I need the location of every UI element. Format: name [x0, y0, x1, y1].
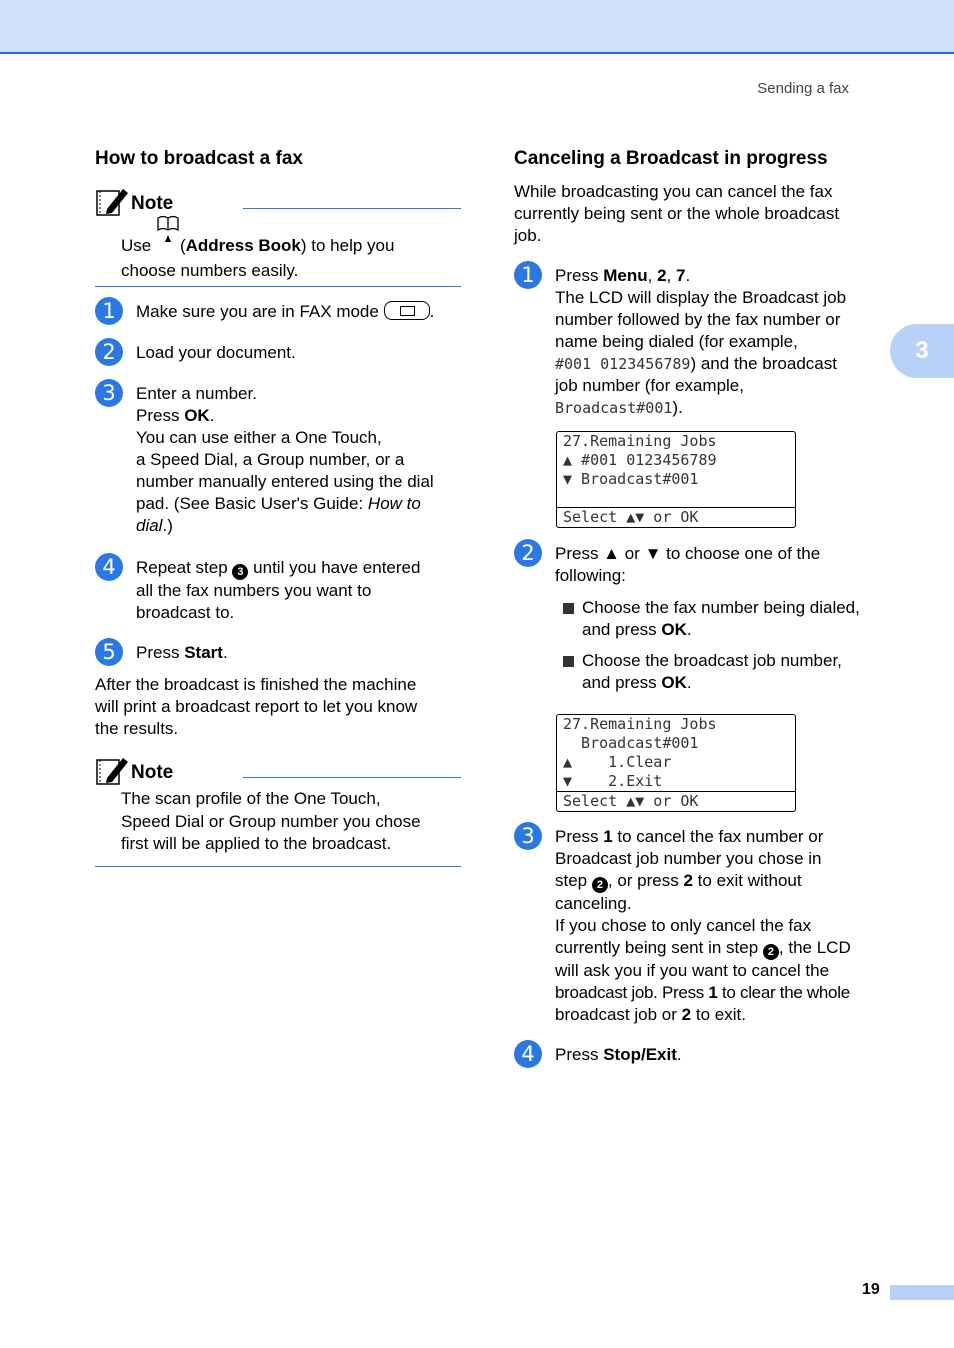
- left-column: [95, 148, 461, 853]
- step-text: , the LCD: [778, 938, 851, 957]
- step-text: Repeat step: [136, 558, 228, 577]
- address-book-icon: [156, 223, 180, 243]
- step-text: .: [222, 643, 228, 662]
- step-text: job number (for example,: [555, 376, 744, 395]
- lcd-display-2: [556, 714, 796, 812]
- bullet-broadcast-job: [582, 650, 892, 694]
- key-2: 2: [683, 871, 693, 890]
- lcd-line: ▼ Broadcast#001: [563, 470, 699, 488]
- step-text: name being dialed (for example,: [555, 332, 798, 351]
- step-text: .: [685, 266, 691, 285]
- step-text: to exit without: [697, 871, 802, 890]
- note-box-2: [95, 754, 461, 856]
- step-number: 4: [95, 553, 123, 581]
- note-text: (: [179, 236, 186, 255]
- step-ref-badge: 2: [763, 944, 779, 960]
- step-number: 1: [514, 261, 542, 289]
- step-text: to clear the whole: [722, 983, 850, 1002]
- guide-reference: dial: [136, 516, 163, 535]
- note-box-1: [95, 185, 461, 283]
- paragraph-line: will print a broadcast report to let you know: [95, 697, 418, 716]
- ok-key: OK: [184, 406, 210, 425]
- bullet-text: .: [686, 620, 692, 639]
- step-text: Make sure you are in FAX mode: [136, 302, 379, 321]
- address-book-key: Address Book: [185, 236, 301, 255]
- lcd-line: ▼ 2.Exit: [563, 772, 663, 790]
- step-text: all the fax numbers you want to: [136, 581, 372, 600]
- page-bar: [890, 1285, 954, 1300]
- step-text: Load your document.: [136, 343, 296, 362]
- fax-key-icon: [384, 301, 430, 320]
- bullet-text: Choose the fax number being dialed,: [582, 598, 860, 617]
- lcd-footer: Select ▲▼ or OK: [557, 791, 795, 811]
- key-7: 7: [676, 266, 686, 285]
- note-divider: [95, 286, 461, 287]
- step-number: 2: [95, 338, 123, 366]
- note-text: first will be applied to the broadcast.: [121, 834, 392, 853]
- right-column: [514, 148, 884, 1066]
- lcd-footer: Select ▲▼ or OK: [557, 507, 795, 527]
- step-text: a Speed Dial, a Group number, or a: [136, 450, 405, 469]
- step-text: Press: [555, 827, 599, 846]
- step-text: , or press: [607, 871, 679, 890]
- step-text: If you chose to only cancel the fax: [555, 916, 812, 935]
- page-number: 19: [862, 1281, 880, 1298]
- lcd-display-1: [556, 431, 796, 528]
- note-divider: [95, 866, 461, 867]
- bullet-fax-number: [582, 597, 892, 641]
- lcd-example: Broadcast#001: [555, 399, 673, 417]
- step-text: You can use either a One Touch,: [136, 428, 382, 447]
- step-text: broadcast job or: [555, 1005, 677, 1024]
- section-title-broadcast: How to broadcast a fax: [95, 148, 303, 169]
- lcd-example: #001 0123456789: [555, 355, 691, 373]
- paragraph-line: the results.: [95, 719, 179, 738]
- bullet-text: and press: [582, 673, 657, 692]
- step-ref-badge: 2: [592, 877, 608, 893]
- ok-key: OK: [661, 673, 687, 692]
- step-text: pad. (See Basic User's Guide:: [136, 494, 364, 513]
- top-banner: [0, 0, 954, 54]
- bullet-text: .: [686, 673, 692, 692]
- bullet-square: [563, 656, 574, 667]
- note-text: ) to help you: [300, 236, 395, 255]
- key-2: 2: [657, 266, 667, 285]
- step-text: Enter a number.: [136, 384, 257, 403]
- step-text: following:: [555, 566, 626, 585]
- lcd-line: Broadcast#001: [563, 734, 699, 752]
- note-pencil-icon: [95, 185, 129, 217]
- stop-exit-key: Stop/Exit: [603, 1045, 677, 1064]
- step-text: .: [676, 1045, 682, 1064]
- key-1: 1: [708, 983, 718, 1002]
- ok-key: OK: [661, 620, 687, 639]
- start-key: Start: [184, 643, 223, 662]
- key-2: 2: [681, 1005, 692, 1024]
- step-text: Press: [555, 1045, 599, 1064]
- step-number: 3: [95, 379, 123, 407]
- step-text: ).: [672, 398, 683, 417]
- step-text: Press: [136, 406, 180, 425]
- step-number: 5: [95, 638, 123, 666]
- note-text: choose numbers easily.: [121, 261, 299, 280]
- note-rule: [243, 777, 461, 778]
- paragraph-line: currently being sent or the whole broadcast: [514, 204, 840, 223]
- step-text: ,: [666, 266, 672, 285]
- step-text: broadcast job. Press: [555, 983, 704, 1002]
- bullet-text: Choose the broadcast job number,: [582, 651, 842, 670]
- chapter-tab: 3: [890, 324, 954, 378]
- step-text: Press: [136, 643, 180, 662]
- bullet-text: and press: [582, 620, 657, 639]
- step-ref-badge: 3: [232, 564, 248, 580]
- step-text: The LCD will display the Broadcast job: [555, 288, 847, 307]
- menu-key: Menu: [603, 266, 648, 285]
- note-label: Note: [131, 193, 174, 214]
- after-broadcast-paragraph: [95, 674, 461, 740]
- step-text: to cancel the fax number or: [617, 827, 824, 846]
- step-text: canceling.: [555, 894, 632, 913]
- step-text: Press ▲ or ▼ to choose one of the: [555, 544, 821, 563]
- step-text: .: [429, 302, 435, 321]
- step-text: .: [209, 406, 215, 425]
- paragraph-line: While broadcasting you can cancel the fax: [514, 182, 833, 201]
- note-text: The scan profile of the One Touch,: [121, 789, 381, 808]
- step-number: 3: [514, 822, 542, 850]
- step-text: step: [555, 871, 588, 890]
- lcd-line: ▲ #001 0123456789: [563, 451, 717, 469]
- step-text: currently being sent in step: [555, 938, 759, 957]
- step-text: to exit.: [695, 1005, 746, 1024]
- lcd-line: 27.Remaining Jobs: [563, 432, 717, 450]
- step-text: Broadcast job number you chose in: [555, 849, 822, 868]
- note-text: Use: [121, 236, 152, 255]
- lcd-line: ▲ 1.Clear: [563, 753, 672, 771]
- bullet-square: [563, 603, 574, 614]
- step-number: 2: [514, 539, 542, 567]
- guide-reference: How to: [367, 494, 421, 513]
- paragraph-line: After the broadcast is finished the machine: [95, 675, 417, 694]
- note-pencil-icon: [95, 754, 129, 786]
- note-text: Speed Dial or Group number you chose: [121, 811, 421, 831]
- note-rule: [243, 208, 461, 209]
- step-text: until you have entered: [253, 558, 421, 577]
- step-text: will ask you if you want to cancel the: [555, 961, 830, 980]
- note-label: Note: [131, 762, 174, 783]
- paragraph-line: job.: [514, 226, 542, 245]
- step-text: Press: [555, 266, 599, 285]
- step-text: ) and the broadcast: [690, 354, 837, 373]
- step-text: .): [162, 516, 173, 535]
- running-header: Sending a fax: [757, 80, 849, 97]
- step-text: broadcast to.: [136, 603, 235, 622]
- step-text: ,: [647, 266, 653, 285]
- step-text: number manually entered using the dial: [136, 472, 434, 491]
- step-number: 4: [514, 1040, 542, 1068]
- lcd-line: 27.Remaining Jobs: [563, 715, 717, 733]
- section-title-cancel: Canceling a Broadcast in progress: [514, 148, 828, 169]
- step-number: 1: [95, 297, 123, 325]
- step-text: number followed by the fax number or: [555, 310, 841, 329]
- intro-paragraph: [514, 181, 884, 247]
- key-1: 1: [603, 827, 613, 846]
